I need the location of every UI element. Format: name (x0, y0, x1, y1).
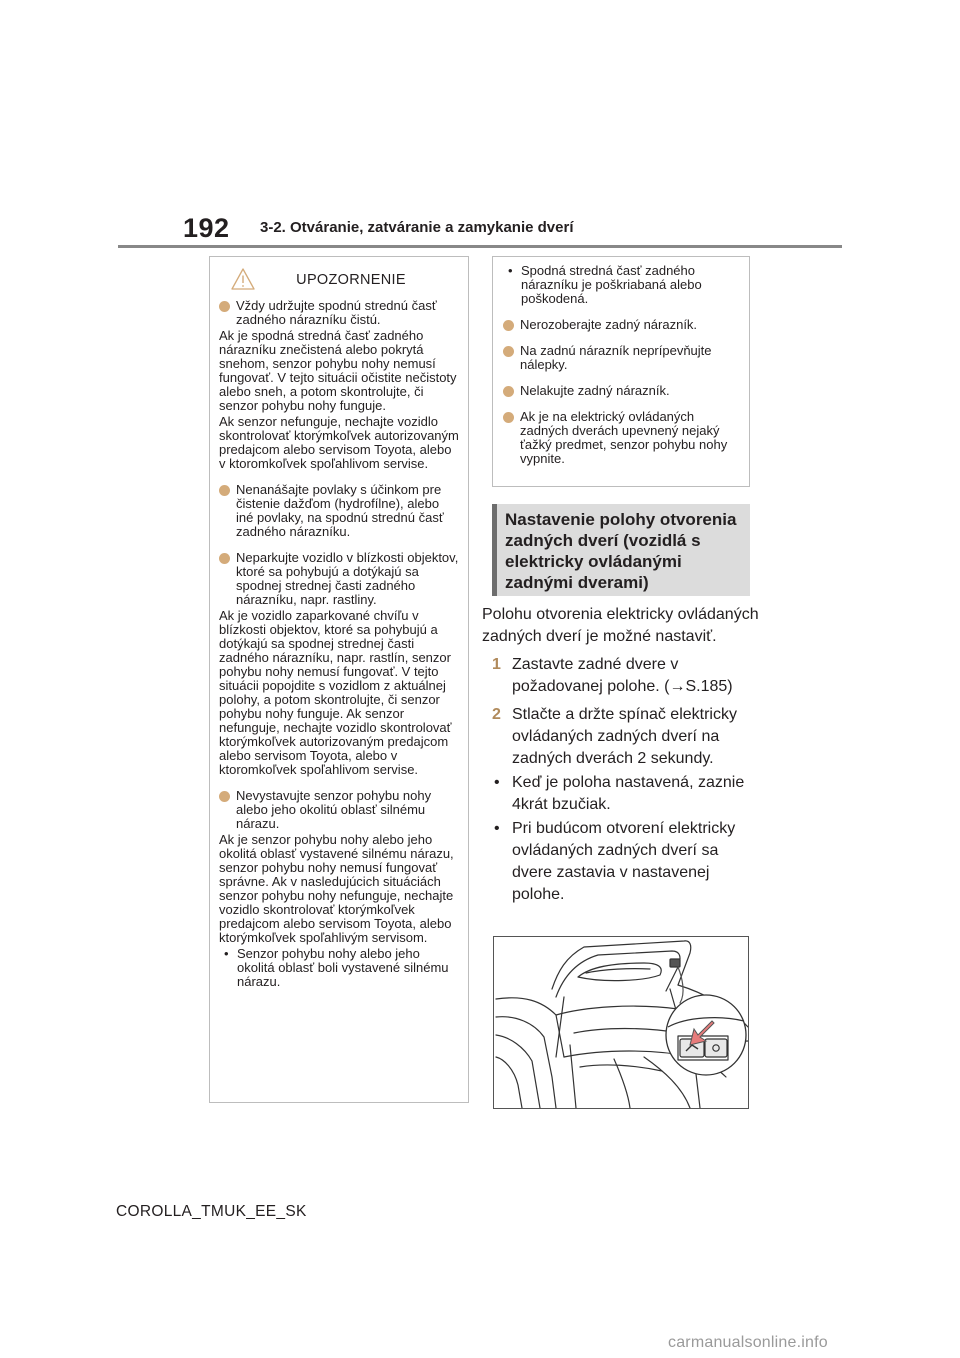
warning-continuation-body (503, 264, 739, 466)
step-number: 1 (492, 656, 501, 673)
warning-bullet-text: Ak je na elektrický ovládaných zadných dverách upevnený nejaký ťažký predmet, senzor pohybu nohy vypnite. (520, 409, 728, 466)
step-text: Stlačte a držte spínač elektricky ovládaných zadných dverí na zadných dverách 2 sekundy. (512, 706, 737, 767)
tailgate-illustration (493, 936, 749, 1109)
section-title: 3-2. Otváranie, zatváranie a zamykanie dverí (260, 219, 574, 236)
warning-item (503, 384, 739, 398)
step-item (482, 704, 762, 770)
warning-body (219, 299, 459, 989)
footer-watermark[interactable]: carmanualsonline.info (668, 1334, 828, 1351)
warning-box (209, 256, 469, 1103)
bullet-dot (503, 412, 514, 423)
warning-bullet-text: Vždy udržujte spodnú strednú časť zadného nárazníku čistú. (236, 298, 437, 327)
warning-bullet-text: Na zadnú nárazník neprípevňujte nálepky. (520, 343, 712, 372)
header-rule (118, 245, 842, 248)
warning-title: UPOZORNENIE (296, 272, 406, 288)
warning-paragraph: Ak senzor nefunguje, nechajte vozidlo skontrolovať ktorýmkoľvek autorizovaným predajcom alebo servisom Toyota, alebo v ktoromkoľvek spoľahlivom servise. (219, 414, 459, 471)
warning-item (219, 299, 459, 327)
section-body (482, 604, 762, 906)
warning-bullet-text: Nerozoberajte zadný nárazník. (520, 317, 698, 332)
tailgate-drawing (494, 937, 748, 1108)
bullet-dot (219, 791, 230, 802)
page-number: 192 (183, 213, 230, 243)
intro-text: Polohu otvorenia elektricky ovládaných zadných dverí je možné nastaviť. (482, 606, 759, 645)
body-bullet: • Pri budúcom otvorení elektricky ovládaných zadných dverí sa dvere zastavia v nastavenej polohe. (482, 818, 762, 906)
warning-triangle-icon (231, 268, 255, 290)
warning-item (503, 344, 739, 372)
warning-item (219, 551, 459, 607)
body-bullet: • Keď je poloha nastavená, zaznie 4krát bzučiak. (482, 772, 762, 816)
section-heading: Nastavenie polohy otvorenia zadných dverí (vozidlá s elektricky ovládanými zadnými dverami) (505, 510, 737, 592)
warning-item (503, 410, 739, 466)
step-text: Zastavte zadné dvere v požadovanej polohe. (→S.185) (512, 656, 733, 695)
step-item (482, 654, 762, 698)
heading-accent-bar (492, 504, 497, 596)
warning-item (219, 483, 459, 539)
warning-bullet-text: Nenanášajte povlaky s účinkom pre čistenie dažďom (hydrofílne), alebo iné povlaky, na spodnú strednú časť zadného nárazníku. (236, 482, 444, 539)
warning-continuation-box (492, 256, 750, 487)
bullet-dot (503, 320, 514, 331)
warning-sub-item: • Senzor pohybu nohy alebo jeho okolitá oblasť boli vystavené silnému nárazu. (219, 947, 459, 989)
warning-bullet-text: Neparkujte vozidlo v blízkosti objektov, ktoré sa pohybujú a dotýkajú sa spodnej strednej časti zadného nárazníku, napr. rastliny. (236, 550, 459, 607)
warning-paragraph: Ak je spodná stredná časť zadného nárazníku znečistená alebo pokrytá snehom, senzor pohybu nohy nemusí fungovať. V tejto situácii očistite nečistoty alebo sneh, a potom skontrolujte, či senzor pohybu nohy funguje. (219, 328, 457, 413)
bullet-dot (219, 553, 230, 564)
warning-paragraph: Ak je vozidlo zaparkované chvíľu v blízkosti objektov, ktoré sa pohybujú a dotýkajú sa spodnej strednej časti zadného nárazníku, napr. rastlín, senzor pohybu nohy nemusí fungovať. V tejto situácii popojdite s vozidlom z aktuálnej polohy, a potom skontrolujte, či senzor pohybu nohy funguje. Ak senzor nefunguje, nechajte vozidlo skontrolovať ktorýmkoľvek autorizovaným predajcom alebo servisom Toyota, alebo v ktoromkoľvek spoľahlivom servise. (219, 608, 452, 777)
bullet-dot (219, 485, 230, 496)
bullet-dot (219, 301, 230, 312)
warning-item (503, 318, 739, 332)
footer-doc-code: COROLLA_TMUK_EE_SK (116, 1203, 307, 1220)
step-number: 2 (492, 706, 501, 723)
warning-bullet-text: Nelakujte zadný nárazník. (520, 383, 670, 398)
bullet-dot (503, 386, 514, 397)
warning-bullet-text: Nevystavujte senzor pohybu nohy alebo jeho okolitú oblasť silnému nárazu. (236, 788, 432, 831)
warning-paragraph: Ak je senzor pohybu nohy alebo jeho okolitá oblasť vystavené silnému nárazu, senzor pohybu nohy nemusí fungovať správne. Ak v nasledujúcich situáciách senzor pohybu nohy nefunguje, nechajte vozidlo skontrolovať ktorýmkoľvek predajcom alebo servisom Toyota, alebo ktorýmkoľvek spoľahlivým servisom. (219, 832, 454, 945)
warning-item (219, 789, 459, 831)
section-heading-box (492, 504, 750, 596)
bullet-dot (503, 346, 514, 357)
warning-header (219, 265, 459, 299)
warning-sub-item: • Spodná stredná časť zadného nárazníku je poškriabaná alebo poškodená. (503, 264, 739, 306)
